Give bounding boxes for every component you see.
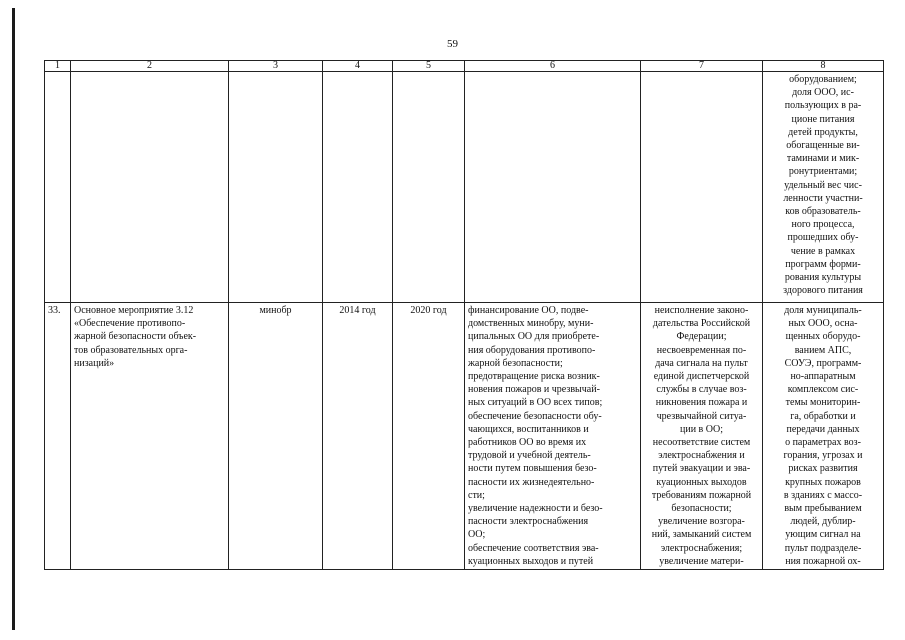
row-number-cell: 33.	[45, 303, 71, 570]
start-year-cell: 2014 год	[323, 303, 393, 570]
column-header: 7	[641, 61, 763, 72]
column-header: 4	[323, 61, 393, 72]
measure-name-cell: Основное мероприятие 3.12 «Обеспечение противопо- жарной безопасности объек- тов образовательных орга- низаций»	[71, 303, 229, 570]
end-year-cell	[393, 72, 465, 303]
scan-edge-line	[12, 8, 15, 630]
column-header: 3	[229, 61, 323, 72]
executor-cell	[229, 72, 323, 303]
column-header: 8	[763, 61, 884, 72]
page-number: 59	[447, 38, 458, 50]
risks-cell	[641, 72, 763, 303]
column-number-row	[45, 61, 884, 72]
table-row	[45, 72, 884, 303]
column-header: 1	[45, 61, 71, 72]
column-header: 5	[393, 61, 465, 72]
consequences-cell: финансирование ОО, подве- домственных минобру, муни- ципальных ОО для приобрете- ния оборудования противопо- жарной безопасности; предотвращение риска возник- новения пожаров и чрезвычай- ных ситуаций в ОО всех типов; обеспечение безопасности обу- чающихся, воспитанников и работников ОО во время их трудовой и учебной деятель- ности путем повышения безо- пасности их жизнедеятельно- сти; увеличение надежности и безо- пасности электроснабжения ОО; обеспечение соответствия эва- куационных выходов и путей	[465, 303, 641, 570]
measure-name-cell	[71, 72, 229, 303]
row-number-cell	[45, 72, 71, 303]
table-row	[45, 303, 884, 570]
end-year-cell: 2020 год	[393, 303, 465, 570]
consequences-cell	[465, 72, 641, 303]
executor-cell: минобр	[229, 303, 323, 570]
indicators-cell: доля муниципаль- ных ООО, осна- щенных оборудо- ванием АПС, СОУЭ, программ- но-аппаратным комплексом сис- темы мониторин- га, обработки и передачи данных о параметрах воз- горания, угрозах и рисках развития крупных пожаров в зданиях с массо- вым пребыванием людей, дублир- ующим сигнал на пульт подразделе- ния пожарной ох-	[763, 303, 884, 570]
measures-table	[44, 60, 884, 570]
start-year-cell	[323, 72, 393, 303]
column-header: 6	[465, 61, 641, 72]
indicators-cell: оборудованием; доля ООО, ис- пользующих в ра- ционе питания детей продукты, обогащенные ви- таминами и мик- ронутриентами; удельный вес чис- ленности участни- ков образователь- ного процесса, прошедших обу- чение в рамках программ форми- рования культуры здорового питания	[763, 72, 884, 303]
risks-cell: неисполнение законо- дательства Российской Федерации; несвоевременная по- дача сигнала на пульт единой диспетчерской службы в случае воз- никновения пожара и чрезвычайной ситуа- ции в ОО; несоответствие систем электроснабжения и путей эвакуации и эва- куационных выходов требованиям пожарной безопасности; увеличение возгора- ний, замыканий систем электроснабжения; увеличение матери-	[641, 303, 763, 570]
column-header: 2	[71, 61, 229, 72]
